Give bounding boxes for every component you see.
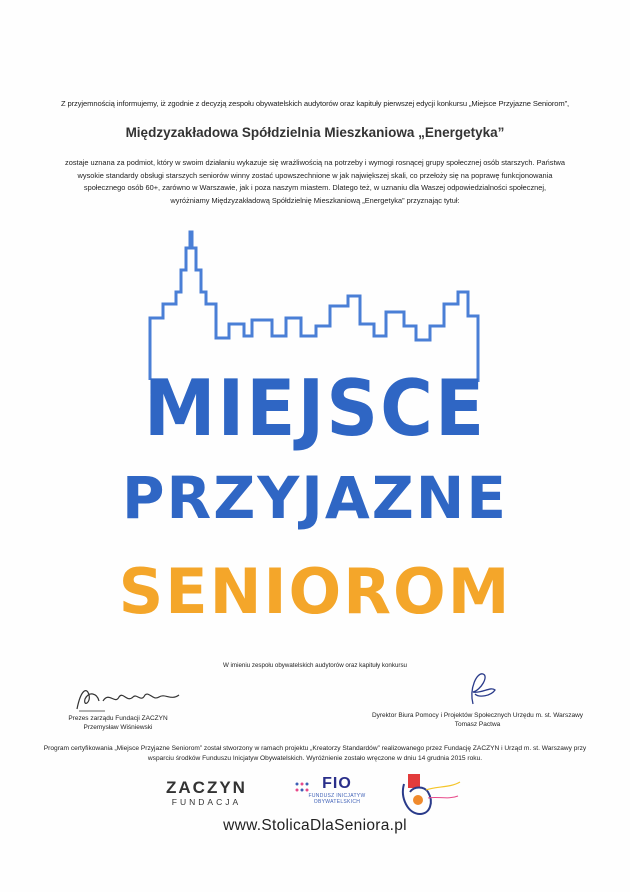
logo-title-seniorom: SENIOROM [118,555,512,628]
zaczyn-logo-sub: FUNDACJA [171,797,242,807]
footer-line: Program certyfikowania „Miejsce Przyjazne Seniorom” został stworzony w ramach projektu „Kreatorzy Standardów” realizowanego przez Fundację ZACZYN i Urząd m. st. Warszawy przy [43,745,587,752]
fio-logo-sub: FUNDUSZ INICJATYW OBYWATELSKICH [308,793,366,805]
website-url: www.StolicaDlaSeniora.pl [223,817,407,834]
logo-title-miejsce: MIEJSCE [143,362,487,454]
signatory-right-role: Dyrektor Biura Pomocy i Projektów Społecznych Urzędu m. st. Warszawy [371,712,584,719]
fio-dots-icon [294,781,310,793]
intro-text: Z przyjemnością informujemy, iż zgodnie z decyzją zespołu obywatelskich audytorów oraz kapituły pierwszej edycji konkursu „Miejsce Przyjazne Seniorom”, [60,99,570,108]
warsaw-seniors-logo [394,770,464,820]
signatory-right-name: Tomasz Pactwa [454,721,501,728]
signatory-right [350,711,605,729]
behalf-text: W imieniu zespołu obywatelskich audytorów oraz kapituły konkursu [223,662,407,669]
zaczyn-logo [166,778,247,807]
body-line: społecznego osób 60+, zarówno w Warszawie, jak i poza naszym miastem. Dlatego też, w uznaniu dla Waszej odpowiedzialności społecznej, [83,183,547,193]
signatory-left-role: Prezes zarządu Fundacji ZACZYN [68,715,168,722]
fio-logo [292,775,382,805]
body-line: wyróżniamy Międzyzakładową Spółdzielnię Mieszkaniową „Energetyka” przyznając tytuł: [170,195,460,205]
zaczyn-logo-name: ZACZYN [166,778,247,797]
organization-name: Międzyzakładowa Spółdzielnia Mieszkaniowa „Energetyka” [125,125,505,140]
body-line: zostaje uznana za podmiot, który w swoim działaniu wykazuje się wrażliwością na potrzeby i wymogi rosnącej grupy społecznej osób starszych. Państwa [65,158,565,167]
fio-logo-name: FIO [322,775,352,792]
footer-line: wsparciu środków Funduszu Inicjatyw Obywatelskich. Wyróżnienie zostało wręczone w dniu 14 grudnia 2015 roku. [147,755,483,762]
signature-left-image [75,683,185,713]
signature-right-image [455,668,505,708]
award-description [50,157,580,207]
body-line: wysokie standardy obsługi starszych seniorów winny zostać upowszechnione w jak największej skali, co przełoży się na poprawę funkcjonowania [77,170,553,180]
signatory-left-name: Przemysław Wiśniewski [83,724,153,731]
signatory-left [58,714,178,732]
program-note [30,744,600,764]
logo-title-przyjazne: PRZYJAZNE [122,464,508,532]
